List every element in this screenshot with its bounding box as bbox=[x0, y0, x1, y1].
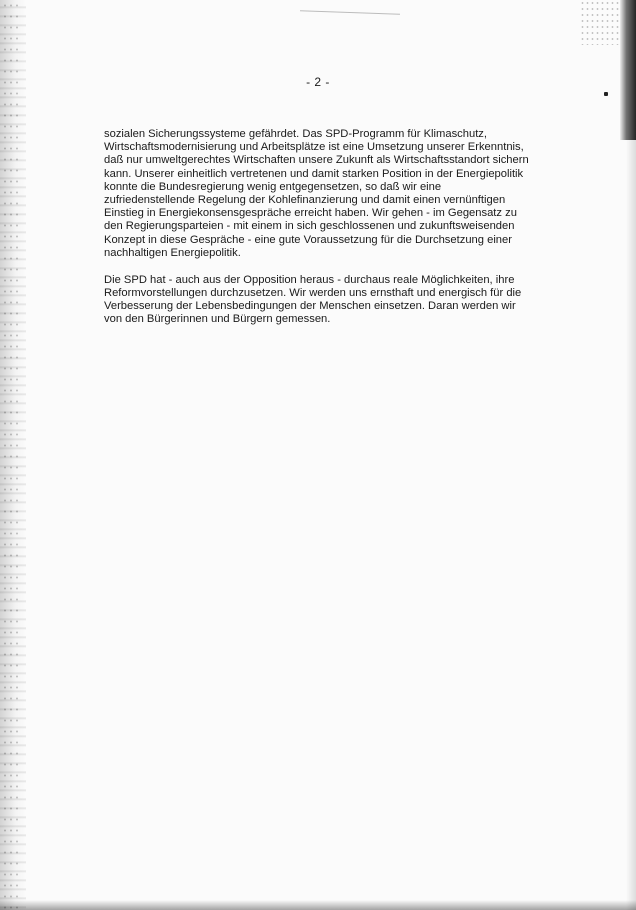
text-line: Konzept in diese Gespräche - eine gute Voraussetzung für die Durchsetzung einer bbox=[104, 233, 512, 246]
scan-right-mark bbox=[604, 92, 608, 96]
paragraph-2 bbox=[104, 274, 554, 327]
scan-right-strip bbox=[626, 140, 636, 910]
text-line: Einstieg in Energiekonsensgespräche erreicht haben. Wir gehen - im Gegensatz zu bbox=[104, 207, 517, 220]
paragraph-1 bbox=[104, 128, 554, 260]
text-line: nachhaltigen Energiepolitik. bbox=[104, 246, 241, 259]
scan-top-streak bbox=[300, 10, 400, 14]
text-line: kann. Unserer einheitlich vertretenen und damit starken Position in der Energiepolitik bbox=[104, 167, 524, 180]
page-number: - 2 - bbox=[306, 75, 330, 89]
document-body bbox=[104, 128, 554, 340]
text-line: sozialen Sicherungssysteme gefährdet. Das SPD-Programm für Klimaschutz, bbox=[104, 128, 488, 140]
text-line: Verbesserung der Lebensbedingungen der Menschen einsetzen. Daran werden wir bbox=[104, 299, 516, 312]
text-line: daß nur umweltgerechtes Wirtschaften unsere Zukunft als Wirtschaftsstandort sichern bbox=[104, 154, 529, 167]
text-line: von den Bürgerinnen und Bürgern gemessen. bbox=[104, 313, 331, 326]
text-line: Wirtschaftsmodernisierung und Arbeitsplätze ist eine Umsetzung unserer Erkenntnis, bbox=[104, 141, 524, 154]
text-line: konnte die Bundesregierung wenig entgegensetzen, so daß wir eine bbox=[104, 180, 442, 193]
text-line: Die SPD hat - auch aus der Opposition heraus - durchaus reale Möglichkeiten, ihre bbox=[104, 273, 515, 286]
text-line: Reformvorstellungen durchzusetzen. Wir werden uns ernsthaft und energisch für die bbox=[104, 286, 522, 299]
text-line: zufriedenstellende Regelung der Kohlefinanzierung und damit einen vernünftigen bbox=[104, 194, 506, 207]
scan-top-right-noise bbox=[580, 0, 620, 45]
text-line: den Regierungsparteien - mit einem in sich geschlossenen und zukunftsweisenden bbox=[104, 220, 515, 233]
scan-left-dots bbox=[2, 0, 18, 910]
scan-bottom-edge bbox=[0, 900, 636, 910]
scan-right-bar bbox=[620, 0, 636, 140]
